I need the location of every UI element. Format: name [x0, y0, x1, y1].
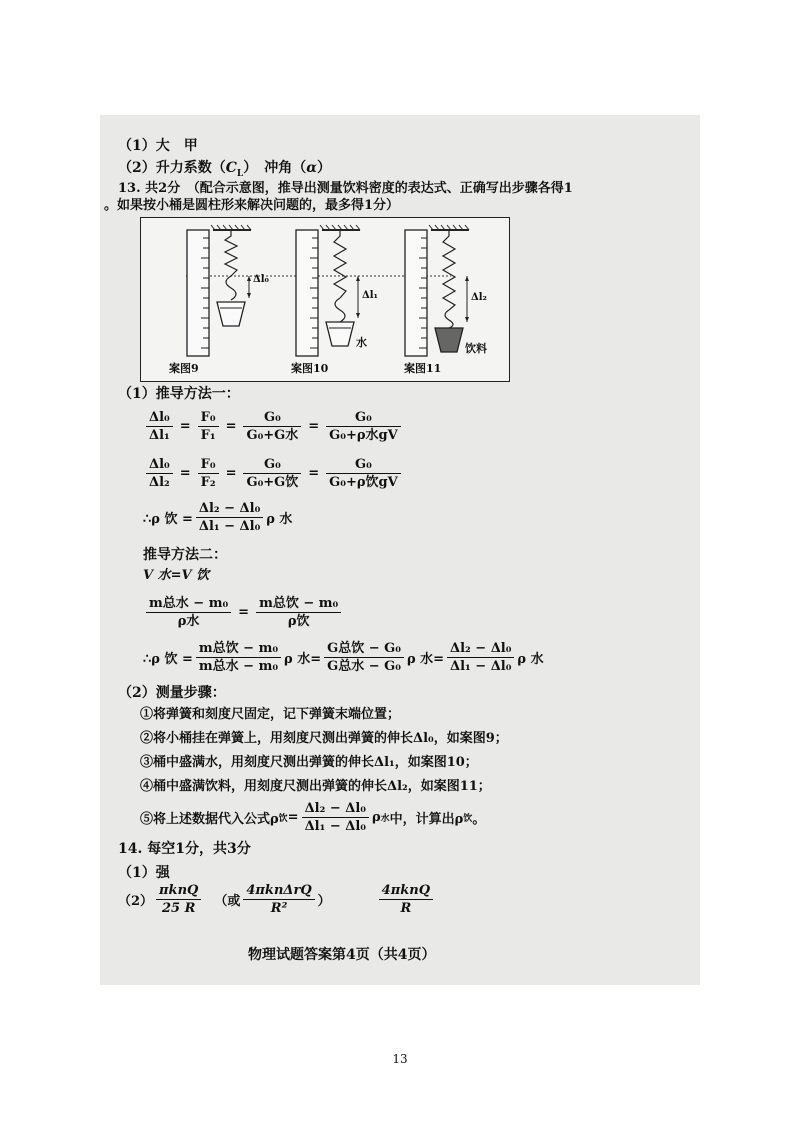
symbol-l: L [236, 168, 244, 179]
q14-heading: 14. 每空1分，共3分 [118, 841, 251, 857]
caption-figure-10: 案图10 [291, 362, 329, 375]
fraction: $\frac{\text{G₀}}{\text{G₀+ρ饮gV}}$ [326, 456, 401, 491]
fraction: $\frac{\text{4πknΔrQ}}{\text{R²}}$ [243, 882, 314, 917]
step-3: ③桶中盛满水，用刻度尺测出弹簧的伸长Δl₁，如案图10； [140, 755, 478, 770]
q13-heading-continued: 。如果按小桶是圆柱形来解决问题的，最多得1分） [104, 198, 400, 213]
answer-line-1: （1）大 甲 [118, 138, 198, 154]
formula-6: ∴ρ 饮 = $\frac{\text{m总饮 − m₀}}{\text{m总水 − m₀}}$ ρ 水= $\frac{\text{G总饮 − G₀}}{\text{G总水 − G₀}}$ ρ 水= $\frac{\text{Δl₂ − Δl₀}}{\text{Δl₁ − Δl₀}}$ ρ 水 [143, 641, 544, 674]
step-2: ②将小桶挂在弹簧上，用刻度尺测出弹簧的伸长Δl₀，如案图9； [140, 731, 508, 746]
steps-heading: （2）测量步骤： [118, 685, 226, 701]
fraction: $\frac{\text{G₀}}{\text{G₀+G饮}}$ [243, 456, 301, 491]
method-two-heading: 推导方法二： [143, 547, 227, 563]
fraction: $\frac{\text{4πknQ}}{R}$ [379, 882, 433, 917]
figure-9 [187, 225, 251, 356]
label-dl2: Δl₂ [471, 292, 487, 303]
label-dl1: Δl₁ [362, 290, 378, 301]
formula-1: $\frac{\text{Δl₀}}{\text{Δl₁}}$ = $\frac{\text{F₀}}{\text{F₁}}$ = $\frac{\text{G₀}}{\text{G₀+G水}}$ = $\frac{\text{G₀}}{\text{G₀+ρ水gV}}$ [143, 409, 404, 444]
fraction: $\frac{\text{F₀}}{\text{F₁}}$ [198, 409, 219, 444]
fraction: $\frac{\text{G₀}}{\text{G₀+G水}}$ [243, 409, 301, 444]
method-one-heading: （1）推导方法一： [118, 386, 240, 402]
fraction: $\frac{\text{Δl₂ − Δl₀}}{\text{Δl₁ − Δl₀}}$ [447, 640, 514, 675]
caption-figure-11: 案图11 [404, 362, 442, 375]
fraction: $\frac{\text{m总饮 − m₀}}{\text{ρ饮}}$ [256, 595, 341, 630]
spring-diagram [141, 218, 509, 381]
paren-close: ） [317, 160, 332, 176]
label-dl0: Δl₀ [253, 274, 269, 285]
figure-10 [296, 225, 360, 356]
formula-4: V 水=V 饮 [143, 568, 210, 583]
spring-scale-figure [140, 217, 510, 382]
fraction: $\frac{\text{m总水 − m₀}}{\text{ρ水}}$ [146, 595, 231, 630]
fraction: $\frac{\text{Δl₂ − Δl₀}}{\text{Δl₁ − Δl₀}}$ [196, 500, 263, 535]
fraction: $\frac{\text{F₀}}{\text{F₂}}$ [198, 456, 219, 491]
fraction: $\frac{\text{G₀}}{\text{G₀+ρ水gV}}$ [326, 409, 401, 444]
lift-coefficient-label: （2）升力系数（ [118, 160, 226, 176]
label-water: 水 [356, 336, 367, 349]
caption-figure-9: 案图9 [169, 362, 199, 375]
step-5: ⑤将上述数据代入公式ρ 饮 = $\frac{\text{Δl₂ − Δl₀}}{\text{Δl₁ − Δl₀}}$ ρ 水 中，计算出ρ 饮 。 [140, 801, 486, 834]
fraction: $\frac{\text{Δl₂ − Δl₀}}{\text{Δl₁ − Δl₀}}$ [302, 800, 369, 835]
q14-answer-2: （2） $\frac{\text{πknQ}}{25 R}$ （或 $\frac{\text{4πknΔrQ}}{\text{R²}}$ ） $\frac{\text{4πknQ}}{R}$ [118, 882, 436, 917]
q14-answer-1: （1）强 [118, 865, 170, 881]
fraction: $\frac{\text{Δl₀}}{\text{Δl₂}}$ [146, 456, 173, 491]
step-1: ①将弹簧和刻度尺固定，记下弹簧末端位置； [140, 707, 401, 722]
figure-11 [405, 225, 469, 356]
fraction: $\frac{\text{m总饮 − m₀}}{\text{m总水 − m₀}}$ [196, 640, 281, 675]
step-4: ④桶中盛满饮料，用刻度尺测出弹簧的伸长Δl₂，如案图11； [140, 779, 491, 794]
fraction: $\frac{\text{G总饮 − G₀}}{\text{G总水 − G₀}}$ [324, 640, 404, 675]
page-number: 13 [392, 1052, 408, 1066]
attack-angle-label: ） 冲角（ [243, 160, 307, 176]
formula-2: $\frac{\text{Δl₀}}{\text{Δl₂}}$ = $\frac{\text{F₀}}{\text{F₂}}$ = $\frac{\text{G₀}}{\text{G₀+G饮}}$ = $\frac{\text{G₀}}{\text{G₀+ρ饮gV}}$ [143, 456, 404, 491]
q13-heading: 13. 共2分 （配合示意图，推导出测量饮料密度的表达式、正确写出步骤各得1 [118, 181, 573, 196]
fraction: $\frac{\text{πknQ}}{25 R}$ [156, 882, 201, 917]
symbol-alpha: α [306, 160, 318, 176]
formula-3: ∴ρ 饮 = $\frac{\text{Δl₂ − Δl₀}}{\text{Δl₁ − Δl₀}}$ ρ 水 [143, 501, 293, 534]
formula-5: $\frac{\text{m总水 − m₀}}{\text{ρ水}}$ = $\frac{\text{m总饮 − m₀}}{\text{ρ饮}}$ [143, 595, 344, 630]
label-drink: 饮料 [465, 342, 487, 355]
symbol-c: C [225, 160, 237, 176]
fraction: $\frac{\text{Δl₀}}{\text{Δl₁}}$ [146, 409, 173, 444]
page-footer: 物理试题答案第4页（共4页） [248, 947, 436, 963]
